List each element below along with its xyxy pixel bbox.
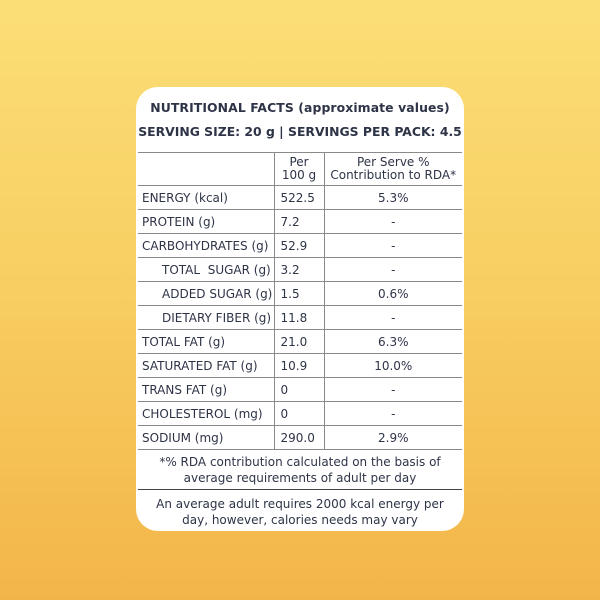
nutrient-rda: 10.0% (324, 354, 462, 378)
energy-note (140, 496, 460, 528)
header-rda (324, 153, 462, 186)
nutrition-table (138, 152, 462, 450)
table-row (138, 234, 462, 258)
header-per-100g-line2: 100 g (281, 168, 317, 182)
nutrient-per100: 3.2 (274, 258, 324, 282)
nutrient-rda: - (324, 402, 462, 426)
nutrient-per100: 52.9 (274, 234, 324, 258)
nutrient-rda: 0.6% (324, 282, 462, 306)
nutrient-rda: - (324, 258, 462, 282)
table-row (138, 402, 462, 426)
rda-footnote-line2: average requirements of adult per day (183, 471, 417, 485)
energy-note-line2: day, however, calories needs may vary (182, 513, 418, 527)
nutrient-per100: 522.5 (274, 186, 324, 210)
nutrient-name: PROTEIN (g) (138, 210, 274, 234)
nutrition-title: NUTRITIONAL FACTS (approximate values) (150, 100, 450, 115)
table-row (138, 258, 462, 282)
nutrient-per100: 0 (274, 378, 324, 402)
nutrient-per100: 1.5 (274, 282, 324, 306)
nutrient-name: TRANS FAT (g) (138, 378, 274, 402)
table-row (138, 282, 462, 306)
nutrient-rda: 6.3% (324, 330, 462, 354)
nutrient-per100: 21.0 (274, 330, 324, 354)
header-per-100g (274, 153, 324, 186)
table-row (138, 354, 462, 378)
rda-footnote (140, 454, 460, 486)
header-per-100g-line1: Per (289, 155, 309, 169)
table-row (138, 378, 462, 402)
nutrient-rda: - (324, 210, 462, 234)
nutrient-name: CHOLESTEROL (mg) (138, 402, 274, 426)
nutrient-name: ENERGY (kcal) (138, 186, 274, 210)
table-row (138, 186, 462, 210)
nutrient-per100: 290.0 (274, 426, 324, 450)
nutrient-rda: - (324, 234, 462, 258)
nutrient-name: CARBOHYDRATES (g) (138, 234, 274, 258)
nutrient-name: SATURATED FAT (g) (138, 354, 274, 378)
table-row (138, 426, 462, 450)
nutrient-name: SODIUM (mg) (138, 426, 274, 450)
table-row (138, 330, 462, 354)
serving-info: SERVING SIZE: 20 g | SERVINGS PER PACK: 4.5 (138, 124, 462, 139)
nutrition-facts-card (136, 87, 464, 531)
nutrient-per100: 0 (274, 402, 324, 426)
nutrient-rda: - (324, 378, 462, 402)
nutrient-per100: 11.8 (274, 306, 324, 330)
table-header-row (138, 153, 462, 186)
energy-note-line1: An average adult requires 2000 kcal energy per (156, 497, 444, 511)
footnote-divider (138, 489, 462, 490)
header-nutrient-cell (138, 153, 274, 186)
nutrient-rda: 2.9% (324, 426, 462, 450)
nutrient-per100: 10.9 (274, 354, 324, 378)
table-row (138, 210, 462, 234)
nutrient-rda: 5.3% (324, 186, 462, 210)
nutrient-name: TOTAL SUGAR (g) (138, 258, 274, 282)
header-rda-line1: Per Serve % (356, 155, 430, 169)
nutrient-name: DIETARY FIBER (g) (138, 306, 274, 330)
table-row (138, 306, 462, 330)
nutrient-rda: - (324, 306, 462, 330)
nutrient-per100: 7.2 (274, 210, 324, 234)
header-rda-line2: Contribution to RDA* (330, 168, 457, 182)
nutrient-name: TOTAL FAT (g) (138, 330, 274, 354)
nutrient-name: ADDED SUGAR (g) (138, 282, 274, 306)
rda-footnote-line1: *% RDA contribution calculated on the basis of (159, 455, 441, 469)
